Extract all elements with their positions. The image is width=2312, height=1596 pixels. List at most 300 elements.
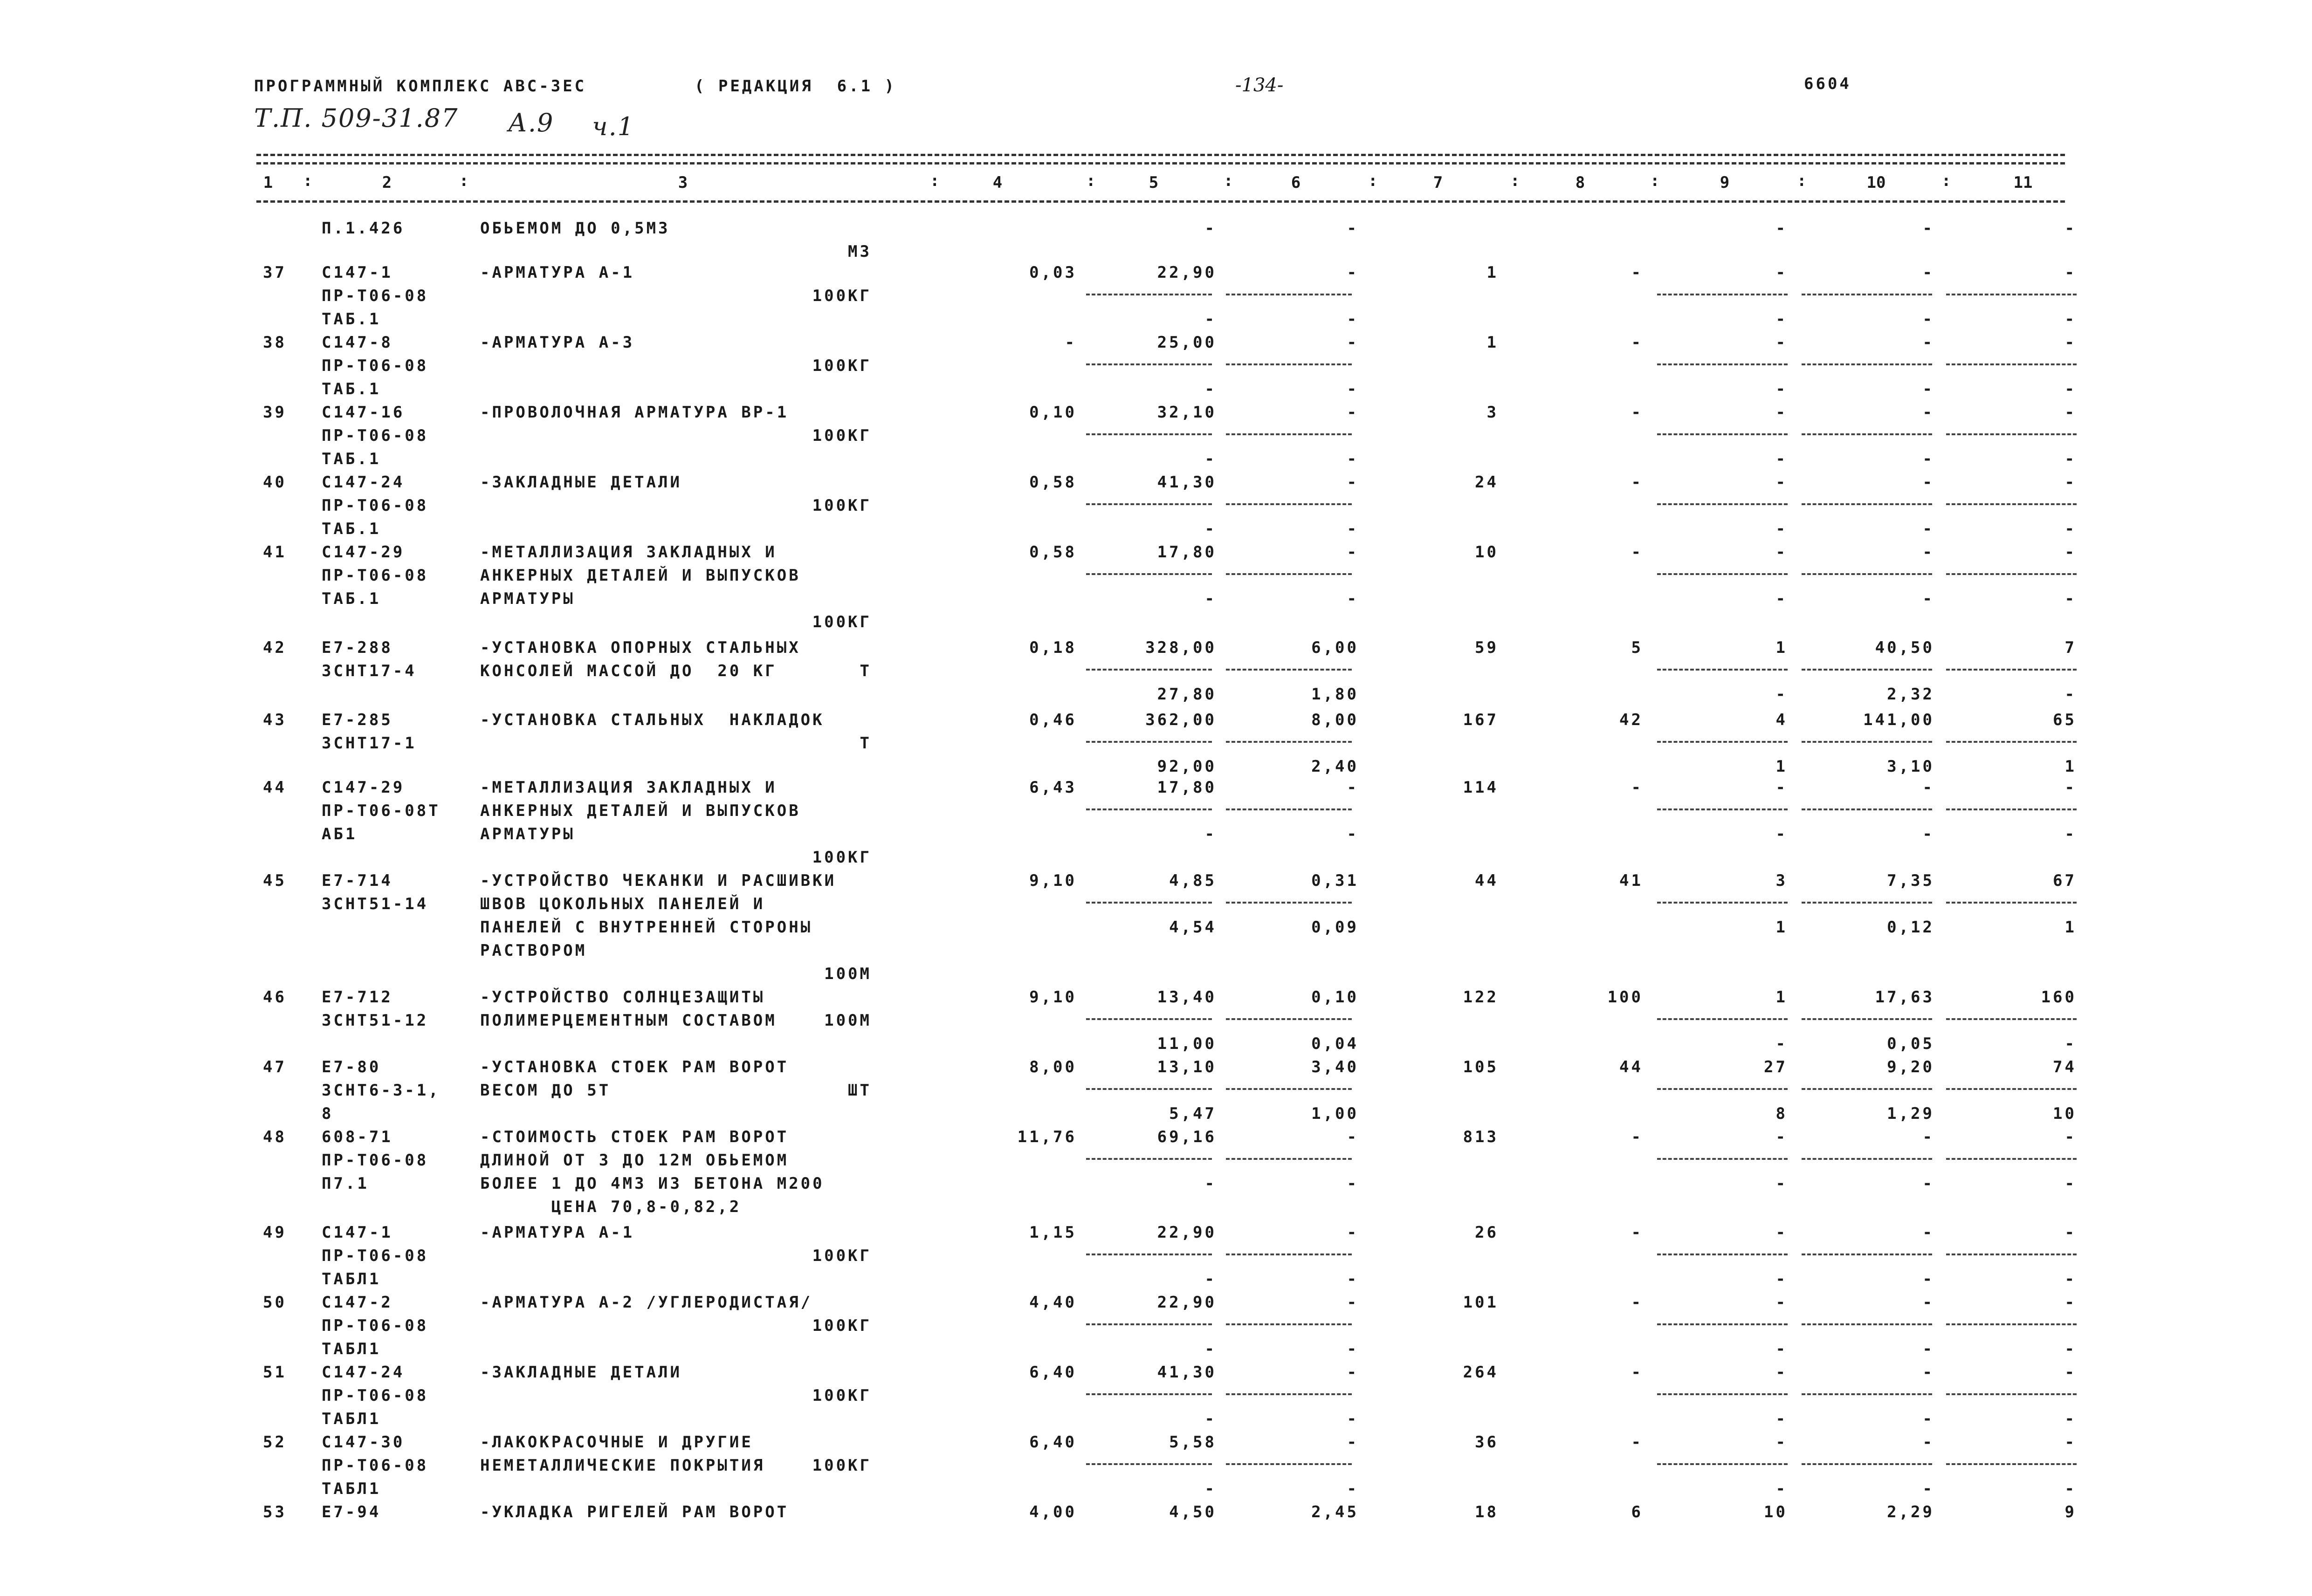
row-col-10-second: 0,05 — [1887, 1034, 1934, 1053]
subtotal-rule — [1802, 1088, 1932, 1090]
row-col-9-second: - — [1775, 825, 1788, 843]
row-col-9-second: 1 — [1775, 918, 1788, 937]
row-col-5: 22,90 — [1157, 1293, 1217, 1312]
row-code: Е7-94 — [322, 1503, 381, 1521]
row-col-11: 74 — [2053, 1058, 2077, 1076]
row-col-7: 114 — [1463, 778, 1499, 797]
row-col-4: - — [1065, 333, 1077, 352]
column-header-4: 4 — [992, 173, 1003, 192]
subtotal-rule — [1802, 1158, 1932, 1160]
subtotal-rule — [1657, 902, 1788, 904]
subtotal-rule — [1086, 573, 1212, 575]
row-code: ЗСНТ51-14 — [322, 895, 429, 913]
row-number: 49 — [263, 1223, 287, 1242]
row-col-6-second: - — [1347, 825, 1359, 843]
subtotal-rule — [1657, 1463, 1788, 1465]
row-col-10: 7,35 — [1887, 871, 1934, 890]
row-col-9: 1 — [1775, 638, 1788, 657]
row-col-11: 67 — [2053, 871, 2077, 890]
row-description: -УСТРОЙСТВО ЧЕКАНКИ И РАСШИВКИ — [480, 871, 837, 890]
row-col-5: - — [1204, 219, 1217, 238]
subtotal-rule — [1946, 669, 2077, 671]
row-col-11-second: - — [2064, 1174, 2077, 1193]
row-col-6-second: 1,80 — [1311, 685, 1359, 704]
row-col-9-second: - — [1775, 1270, 1788, 1288]
column-separator: : — [1086, 171, 1096, 190]
column-header-8: 8 — [1575, 173, 1585, 192]
row-col-6: 6,00 — [1311, 638, 1359, 657]
subtotal-rule — [1802, 294, 1932, 295]
row-col-5: 13,10 — [1157, 1058, 1217, 1076]
row-description: -УСТАНОВКА СТАЛЬНЫХ НАКЛАДОК — [480, 711, 825, 729]
row-col-11: - — [2064, 473, 2077, 492]
row-code: С147-1 — [322, 263, 393, 282]
column-header-3: 3 — [678, 173, 688, 192]
row-number: 51 — [263, 1363, 287, 1382]
subtotal-rule — [1086, 1018, 1212, 1020]
row-col-10: 40,50 — [1875, 638, 1934, 657]
row-code: ПР-Т06-08 — [322, 1247, 429, 1265]
row-description: -АРМАТУРА А-2 /УГЛЕРОДИСТАЯ/ — [480, 1293, 813, 1312]
subtotal-rule — [1802, 1323, 1932, 1325]
subtotal-rule — [1946, 1018, 2077, 1020]
row-code: Е7-288 — [322, 638, 393, 657]
row-col-6-second: - — [1347, 520, 1359, 538]
row-code: ПР-Т06-08 — [322, 496, 429, 515]
row-col-8: - — [1631, 1223, 1643, 1242]
row-col-6-second: 2,40 — [1311, 757, 1359, 776]
subtotal-rule — [1657, 1323, 1788, 1325]
row-number: 52 — [263, 1433, 287, 1452]
subtotal-rule — [1946, 902, 2077, 904]
row-col-5-second: - — [1204, 310, 1217, 329]
row-col-10: - — [1922, 473, 1934, 492]
subtotal-rule — [1657, 808, 1788, 810]
row-number: 41 — [263, 543, 287, 562]
row-col-11-second: - — [2064, 589, 2077, 608]
row-col-11: - — [2064, 1128, 2077, 1146]
row-col-5: 25,00 — [1157, 333, 1217, 352]
row-col-11-second: - — [2064, 1270, 2077, 1288]
row-col-8: 6 — [1631, 1503, 1643, 1521]
row-col-9: - — [1775, 1433, 1788, 1452]
row-col-5: 22,90 — [1157, 1223, 1217, 1242]
row-description: -СТОИМОСТЬ СТОЕК РАМ ВОРОТ — [480, 1128, 789, 1146]
row-col-5-second: - — [1204, 520, 1217, 538]
row-col-10-second: - — [1922, 1410, 1934, 1428]
row-code: ЗСНТ6-3-1, — [322, 1081, 440, 1100]
subtotal-rule — [1226, 1254, 1352, 1255]
row-col-6: - — [1347, 543, 1359, 562]
row-col-9: - — [1775, 333, 1788, 352]
row-code: ТАБЛ1 — [322, 1270, 381, 1288]
subtotal-rule — [1946, 503, 2077, 505]
row-col-4: 9,10 — [1029, 871, 1077, 890]
subtotal-rule — [1226, 902, 1352, 904]
row-col-7: 122 — [1463, 988, 1499, 1007]
row-col-7: 18 — [1475, 1503, 1499, 1521]
row-description: -УСТРОЙСТВО СОЛНЦЕЗАЩИТЫ — [480, 988, 765, 1007]
row-code: ТАБЛ1 — [322, 1340, 381, 1358]
row-description: -АРМАТУРА А-3 — [480, 333, 635, 352]
row-number: 39 — [263, 403, 287, 422]
row-col-5: 22,90 — [1157, 263, 1217, 282]
row-col-11-second: 1 — [2064, 757, 2077, 776]
subtotal-rule — [1086, 1393, 1212, 1395]
row-col-4: 8,00 — [1029, 1058, 1077, 1076]
row-col-9: - — [1775, 1293, 1788, 1312]
row-col-10: - — [1922, 1293, 1934, 1312]
row-col-5-second: - — [1204, 1410, 1217, 1428]
row-code: ПР-Т06-08 — [322, 287, 429, 305]
row-col-9-second: - — [1775, 310, 1788, 329]
header-bottom-rule — [256, 200, 2065, 203]
row-col-11: - — [2064, 263, 2077, 282]
row-col-11: 65 — [2053, 711, 2077, 729]
row-col-10: 9,20 — [1887, 1058, 1934, 1076]
row-unit: 100КГ — [812, 848, 872, 867]
subtotal-rule — [1802, 1463, 1932, 1465]
row-col-11-second: - — [2064, 450, 2077, 468]
row-col-9-second: - — [1775, 450, 1788, 468]
handwritten-project-number: Т.П. 509-31.87 — [254, 103, 459, 133]
subtotal-rule — [1657, 503, 1788, 505]
row-code: С147-29 — [322, 778, 405, 797]
row-col-7: 59 — [1475, 638, 1499, 657]
row-col-7: 101 — [1463, 1293, 1499, 1312]
row-col-8: - — [1631, 543, 1643, 562]
row-col-5: 41,30 — [1157, 1363, 1217, 1382]
row-col-10: - — [1922, 1128, 1934, 1146]
column-separator: : — [1941, 171, 1951, 190]
row-number: 46 — [263, 988, 287, 1007]
row-col-11-second: - — [2064, 310, 2077, 329]
row-col-5-second: - — [1204, 1270, 1217, 1288]
row-number: 40 — [263, 473, 287, 492]
subtotal-rule — [1802, 503, 1932, 505]
table-top-rule-2 — [256, 162, 2065, 164]
subtotal-rule — [1226, 1158, 1352, 1160]
column-header-6: 6 — [1291, 173, 1301, 192]
row-col-8: 5 — [1631, 638, 1643, 657]
row-col-9: - — [1775, 1363, 1788, 1382]
row-col-5-second: - — [1204, 1174, 1217, 1193]
subtotal-rule — [1802, 573, 1932, 575]
subtotal-rule — [1226, 1463, 1352, 1465]
row-unit: 100КГ — [812, 1456, 872, 1475]
row-col-5-second: - — [1204, 1340, 1217, 1358]
row-col-8: - — [1631, 403, 1643, 422]
row-col-10-second: - — [1922, 1340, 1934, 1358]
row-code: С147-24 — [322, 473, 405, 492]
row-description: ВЕСОМ ДО 5Т — [480, 1081, 611, 1100]
row-description: -УСТАНОВКА СТОЕК РАМ ВОРОТ — [480, 1058, 789, 1076]
subtotal-rule — [1086, 1463, 1212, 1465]
subtotal-rule — [1086, 1254, 1212, 1255]
row-col-5-second: - — [1204, 380, 1217, 398]
row-code: ТАБ.1 — [322, 310, 381, 329]
row-col-5-second: 11,00 — [1157, 1034, 1217, 1053]
row-col-8: 41 — [1619, 871, 1643, 890]
row-col-7: 44 — [1475, 871, 1499, 890]
row-col-10: - — [1922, 778, 1934, 797]
row-col-11: - — [2064, 219, 2077, 238]
row-col-11-second: - — [2064, 1480, 2077, 1498]
row-col-5-second: 4,54 — [1169, 918, 1217, 937]
row-col-11: 7 — [2064, 638, 2077, 657]
row-col-7: 3 — [1486, 403, 1499, 422]
row-col-5-second: 92,00 — [1157, 757, 1217, 776]
row-col-10: - — [1922, 333, 1934, 352]
row-col-9: 10 — [1764, 1503, 1788, 1521]
row-unit: М3 — [848, 242, 872, 261]
subtotal-rule — [1946, 294, 2077, 295]
row-code: Е7-714 — [322, 871, 393, 890]
row-col-6: - — [1347, 219, 1359, 238]
row-col-6: - — [1347, 403, 1359, 422]
row-col-5: 41,30 — [1157, 473, 1217, 492]
row-code: Е7-80 — [322, 1058, 381, 1076]
row-unit: 100КГ — [812, 613, 872, 631]
row-description: ДЛИНОЙ ОТ 3 ДО 12М ОБЬЕМОМ — [480, 1151, 789, 1170]
row-col-8: - — [1631, 263, 1643, 282]
row-col-9-second: - — [1775, 685, 1788, 704]
row-code: ПР-Т06-08Т — [322, 801, 440, 820]
subtotal-rule — [1657, 1158, 1788, 1160]
row-col-11-second: - — [2064, 380, 2077, 398]
row-unit: Т — [860, 662, 872, 680]
row-col-10: - — [1922, 1363, 1934, 1382]
row-col-11-second: - — [2064, 520, 2077, 538]
row-number: 38 — [263, 333, 287, 352]
row-col-7: 813 — [1463, 1128, 1499, 1146]
subtotal-rule — [1086, 503, 1212, 505]
row-unit: 100КГ — [812, 356, 872, 375]
row-code: С147-30 — [322, 1433, 405, 1452]
row-description: АНКЕРНЫХ ДЕТАЛЕЙ И ВЫПУСКОВ — [480, 801, 801, 820]
table-top-rule — [256, 154, 2065, 156]
row-col-10-second: - — [1922, 520, 1934, 538]
row-description: -УСТАНОВКА ОПОРНЫХ СТАЛЬНЫХ — [480, 638, 801, 657]
subtotal-rule — [1226, 741, 1352, 743]
row-code: Е7-712 — [322, 988, 393, 1007]
subtotal-rule — [1226, 503, 1352, 505]
column-header-9: 9 — [1720, 173, 1730, 192]
row-col-9: 1 — [1775, 988, 1788, 1007]
row-col-8: - — [1631, 1433, 1643, 1452]
row-description: КОНСОЛЕЙ МАССОЙ ДО 20 КГ — [480, 662, 777, 680]
row-col-11: - — [2064, 543, 2077, 562]
row-code: 8 — [322, 1104, 334, 1123]
subtotal-rule — [1226, 433, 1352, 435]
row-col-6: - — [1347, 333, 1359, 352]
row-col-4: 0,10 — [1029, 403, 1077, 422]
row-col-4: 6,40 — [1029, 1363, 1077, 1382]
row-code: С147-1 — [322, 1223, 393, 1242]
row-col-9: - — [1775, 1223, 1788, 1242]
subtotal-rule — [1802, 741, 1932, 743]
row-description: РАСТВОРОМ — [480, 941, 587, 960]
row-col-6-second: - — [1347, 589, 1359, 608]
row-col-5: 13,40 — [1157, 988, 1217, 1007]
row-col-10-second: - — [1922, 310, 1934, 329]
row-col-6: 0,10 — [1311, 988, 1359, 1007]
row-code: ПР-Т06-08 — [322, 426, 429, 445]
row-description: ПОЛИМЕРЦЕМЕНТНЫМ СОСТАВОМ — [480, 1011, 777, 1030]
row-description: -ЗАКЛАДНЫЕ ДЕТАЛИ — [480, 473, 682, 492]
row-code: ТАБ.1 — [322, 450, 381, 468]
subtotal-rule — [1802, 1018, 1932, 1020]
handwritten-part: ч.1 — [592, 112, 635, 141]
row-number: 45 — [263, 871, 287, 890]
row-code: П.1.426 — [322, 219, 405, 238]
subtotal-rule — [1086, 902, 1212, 904]
row-col-10: - — [1922, 1433, 1934, 1452]
row-unit: ШТ — [848, 1081, 872, 1100]
subtotal-rule — [1657, 433, 1788, 435]
page-number: -134- — [1235, 75, 1284, 96]
row-number: 53 — [263, 1503, 287, 1521]
row-col-9: - — [1775, 219, 1788, 238]
subtotal-rule — [1657, 1393, 1788, 1395]
row-col-6: 3,40 — [1311, 1058, 1359, 1076]
column-header-1: 1 — [263, 173, 273, 192]
row-col-5-second: - — [1204, 450, 1217, 468]
subtotal-rule — [1657, 669, 1788, 671]
row-col-6: - — [1347, 473, 1359, 492]
subtotal-rule — [1946, 433, 2077, 435]
subtotal-rule — [1802, 669, 1932, 671]
row-code: ПР-Т06-08 — [322, 1151, 429, 1170]
subtotal-rule — [1657, 294, 1788, 295]
column-header-5: 5 — [1149, 173, 1159, 192]
row-col-4: 1,15 — [1029, 1223, 1077, 1242]
row-number: 50 — [263, 1293, 287, 1312]
row-col-5: 32,10 — [1157, 403, 1217, 422]
row-col-9-second: 1 — [1775, 757, 1788, 776]
row-col-10-second: 3,10 — [1887, 757, 1934, 776]
row-col-9: 4 — [1775, 711, 1788, 729]
row-description: -ПРОВОЛОЧНАЯ АРМАТУРА ВР-1 — [480, 403, 789, 422]
row-unit: 100КГ — [812, 1316, 872, 1335]
row-col-9: - — [1775, 1128, 1788, 1146]
column-separator: : — [930, 171, 940, 190]
row-col-7: 1 — [1486, 333, 1499, 352]
row-col-6: - — [1347, 1363, 1359, 1382]
row-unit: 100М — [824, 1011, 872, 1030]
row-col-8: - — [1631, 778, 1643, 797]
row-col-5: 17,80 — [1157, 778, 1217, 797]
row-col-5-second: - — [1204, 1480, 1217, 1498]
row-col-8: - — [1631, 1363, 1643, 1382]
subtotal-rule — [1086, 808, 1212, 810]
subtotal-rule — [1226, 573, 1352, 575]
subtotal-rule — [1086, 1158, 1212, 1160]
row-col-9: - — [1775, 473, 1788, 492]
subtotal-rule — [1946, 1158, 2077, 1160]
row-description: БОЛЕЕ 1 ДО 4М3 ИЗ БЕТОНА М200 — [480, 1174, 825, 1193]
row-col-5-second: - — [1204, 825, 1217, 843]
row-description: ОБЬЕМОМ ДО 0,5М3 — [480, 219, 670, 238]
row-col-7: 26 — [1475, 1223, 1499, 1242]
row-col-6: 8,00 — [1311, 711, 1359, 729]
row-col-10-second: - — [1922, 1270, 1934, 1288]
row-col-6-second: - — [1347, 1340, 1359, 1358]
row-code: ПР-Т06-08 — [322, 356, 429, 375]
row-description: АРМАТУРЫ — [480, 825, 575, 843]
subtotal-rule — [1802, 1254, 1932, 1255]
row-col-9: - — [1775, 263, 1788, 282]
row-col-9-second: - — [1775, 589, 1788, 608]
subtotal-rule — [1086, 294, 1212, 295]
subtotal-rule — [1802, 808, 1932, 810]
row-code: П7.1 — [322, 1174, 369, 1193]
column-separator: : — [459, 171, 469, 190]
row-col-8: 100 — [1607, 988, 1643, 1007]
row-code: ТАБ.1 — [322, 380, 381, 398]
row-col-6-second: - — [1347, 1174, 1359, 1193]
row-code: ПР-Т06-08 — [322, 1386, 429, 1405]
subtotal-rule — [1086, 669, 1212, 671]
row-col-10-second: - — [1922, 380, 1934, 398]
row-col-4: 0,18 — [1029, 638, 1077, 657]
row-code: ЗСНТ17-4 — [322, 662, 417, 680]
row-col-11: - — [2064, 1293, 2077, 1312]
row-description: ПАНЕЛЕЙ С ВНУТРЕННЕЙ СТОРОНЫ — [480, 918, 813, 937]
row-number: 43 — [263, 711, 287, 729]
row-col-4: 9,10 — [1029, 988, 1077, 1007]
row-col-11: - — [2064, 333, 2077, 352]
row-col-9: - — [1775, 403, 1788, 422]
subtotal-rule — [1946, 573, 2077, 575]
row-description: НЕМЕТАЛЛИЧЕСКИЕ ПОКРЫТИЯ — [480, 1456, 765, 1475]
row-col-11-second: - — [2064, 1410, 2077, 1428]
row-col-7: 24 — [1475, 473, 1499, 492]
row-col-4: 0,03 — [1029, 263, 1077, 282]
row-description: АРМАТУРЫ — [480, 589, 575, 608]
row-col-9-second: - — [1775, 1480, 1788, 1498]
row-col-10-second: 2,32 — [1887, 685, 1934, 704]
subtotal-rule — [1657, 1018, 1788, 1020]
row-col-10: - — [1922, 403, 1934, 422]
column-separator: : — [1368, 171, 1378, 190]
row-col-10: 2,29 — [1887, 1503, 1934, 1521]
row-col-9-second: - — [1775, 1340, 1788, 1358]
row-col-7: 264 — [1463, 1363, 1499, 1382]
row-col-9: 3 — [1775, 871, 1788, 890]
row-code: ТАБ.1 — [322, 520, 381, 538]
row-col-9: - — [1775, 778, 1788, 797]
subtotal-rule — [1946, 1393, 2077, 1395]
row-col-6-second: - — [1347, 1270, 1359, 1288]
row-col-10: - — [1922, 543, 1934, 562]
row-code: С147-29 — [322, 543, 405, 562]
row-code: АБ1 — [322, 825, 358, 843]
subtotal-rule — [1946, 363, 2077, 365]
subtotal-rule — [1226, 669, 1352, 671]
row-col-6: - — [1347, 1128, 1359, 1146]
row-col-5-second: - — [1204, 589, 1217, 608]
row-col-6: - — [1347, 778, 1359, 797]
row-code: ПР-Т06-08 — [322, 1456, 429, 1475]
row-col-11-second: - — [2064, 685, 2077, 704]
row-col-7: 10 — [1475, 543, 1499, 562]
row-col-6-second: 1,00 — [1311, 1104, 1359, 1123]
row-col-10-second: - — [1922, 1480, 1934, 1498]
subtotal-rule — [1802, 363, 1932, 365]
row-number: 47 — [263, 1058, 287, 1076]
subtotal-rule — [1657, 363, 1788, 365]
